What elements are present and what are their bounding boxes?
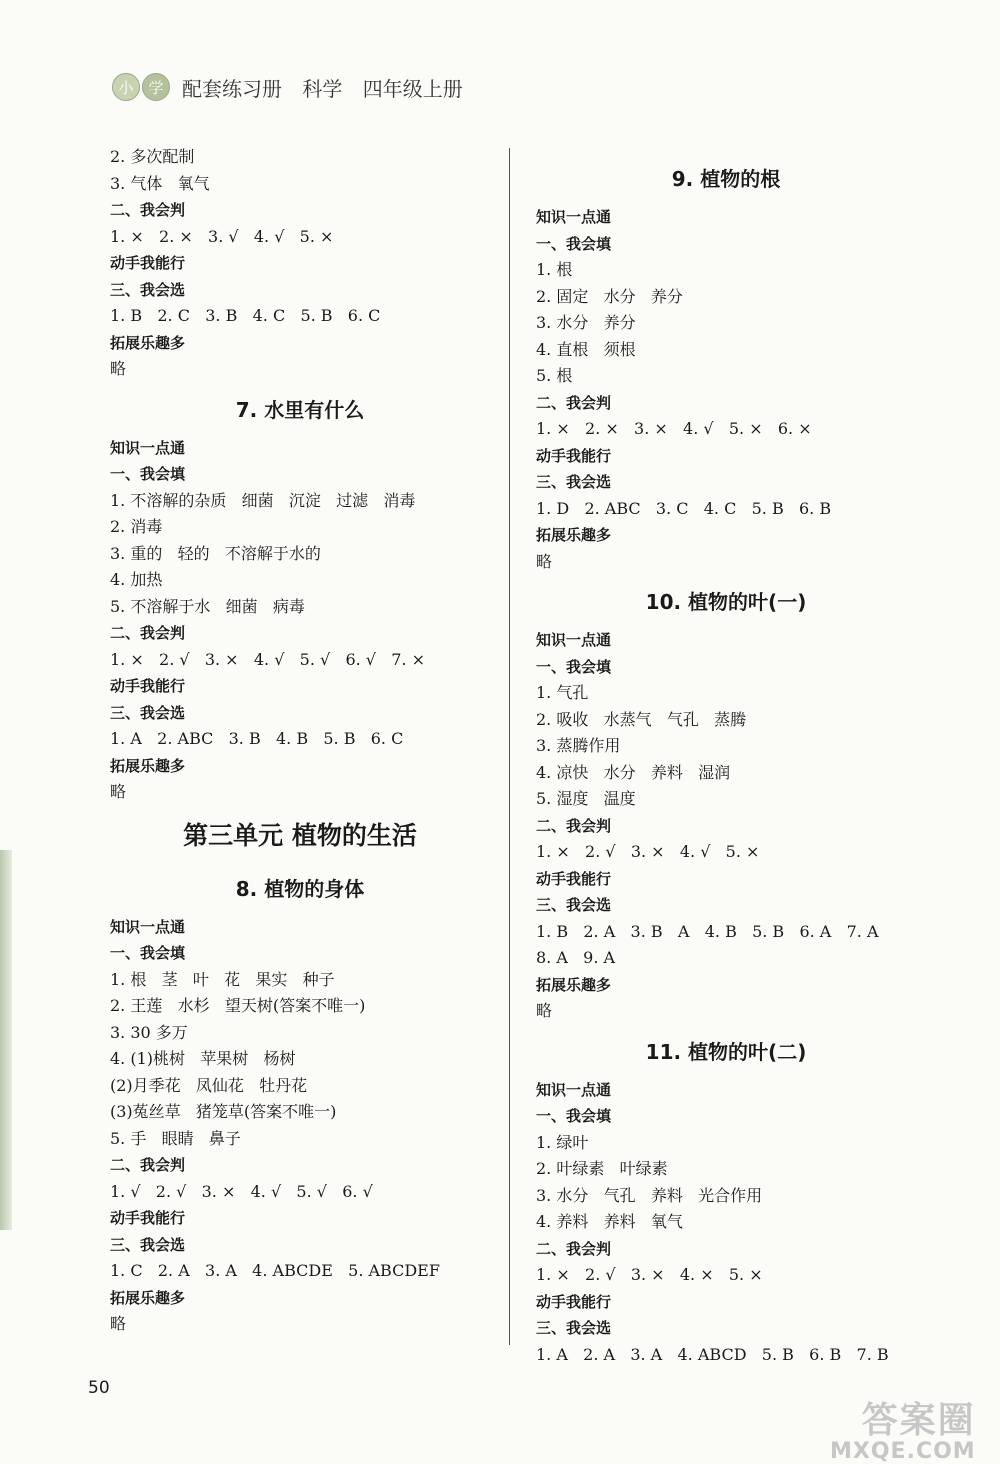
right-column xyxy=(536,152,916,1368)
subheading: 知识一点通 xyxy=(110,917,186,936)
answer-line: 2. 固定 水分 养分 xyxy=(536,286,683,306)
logo-char: 小 xyxy=(112,73,140,101)
subheading: 动手我能行 xyxy=(536,1292,612,1311)
section-title: 11. 植物的叶(二) xyxy=(645,1039,807,1064)
subheading: 三、我会选 xyxy=(110,280,186,299)
answer-line: 4. 凉快 水分 养料 湿润 xyxy=(536,762,731,782)
answer-line: 8. A 9. A xyxy=(536,948,616,967)
answer-line: 1. B 2. C 3. B 4. C 5. B 6. C xyxy=(110,306,381,325)
page-header xyxy=(112,70,463,104)
answer-line: 4. 养料 养料 氧气 xyxy=(536,1212,683,1231)
answer-line: 1. √ 2. √ 3. × 4. √ 5. √ 6. √ xyxy=(110,1181,373,1201)
watermark-logo xyxy=(830,1392,976,1464)
subheading: 知识一点通 xyxy=(110,438,186,457)
answer-line: 略 xyxy=(110,782,127,801)
logo-char: 学 xyxy=(142,73,170,101)
answer-line: 1. 根 xyxy=(536,260,573,279)
answer-line: 1. × 2. √ 3. × 4. √ 5. × xyxy=(536,842,760,861)
answer-line: 略 xyxy=(110,1314,127,1333)
subheading: 知识一点通 xyxy=(536,208,612,226)
unit-title: 第三单元 植物的生活 xyxy=(183,820,417,850)
subheading: 动手我能行 xyxy=(110,254,186,272)
page-edge-shadow xyxy=(0,850,12,1230)
subheading: 拓展乐趣多 xyxy=(110,1288,186,1307)
answer-line: 2. 叶绿素 叶绿素 xyxy=(536,1159,668,1178)
answer-line: 1. × 2. × 3. √ 4. √ 5. × xyxy=(110,226,334,246)
answer-line: 1. × 2. √ 3. × 4. √ 5. √ 6. √ 7. × xyxy=(110,649,426,669)
answer-line: 3. 水分 养分 xyxy=(536,313,636,332)
subheading: 一、我会填 xyxy=(536,1107,612,1125)
answer-line: (3)菟丝草 猪笼草(答案不唯一) xyxy=(110,1102,337,1121)
subheading: 动手我能行 xyxy=(536,869,612,888)
page-number: 50 xyxy=(88,1378,110,1398)
column-divider xyxy=(509,148,510,1345)
answer-line: 1. 气孔 xyxy=(536,683,589,702)
answer-line: 1. C 2. A 3. A 4. ABCDE 5. ABCDEF xyxy=(110,1261,440,1280)
section-title: 9. 植物的根 xyxy=(671,167,781,191)
subheading: 三、我会选 xyxy=(536,473,612,491)
subheading: 知识一点通 xyxy=(536,631,612,649)
section-title: 8. 植物的身体 xyxy=(235,876,365,901)
subheading: 二、我会判 xyxy=(110,624,186,642)
answer-line: 5. 湿度 温度 xyxy=(536,789,636,808)
subheading: 拓展乐趣多 xyxy=(110,333,186,352)
watermark-text: 答案圈 xyxy=(861,1400,976,1441)
section-title: 7. 水里有什么 xyxy=(235,397,365,422)
answer-line: 略 xyxy=(536,551,553,571)
left-column xyxy=(110,144,490,1338)
subheading: 一、我会填 xyxy=(536,657,612,676)
subheading: 一、我会填 xyxy=(536,234,612,253)
subheading: 一、我会填 xyxy=(110,465,186,483)
book-title: 配套练习册 科学 四年级上册 xyxy=(182,76,463,101)
answer-line: 5. 不溶解于水 细菌 病毒 xyxy=(110,596,305,616)
answer-line: 4. (1)桃树 苹果树 杨树 xyxy=(110,1049,296,1068)
series-logo xyxy=(112,73,172,101)
answer-line: 略 xyxy=(536,1001,553,1020)
answer-line: 3. 30 多万 xyxy=(110,1022,188,1042)
subheading: 知识一点通 xyxy=(536,1080,612,1099)
subheading: 二、我会判 xyxy=(110,201,186,219)
answer-line: 4. 加热 xyxy=(110,570,163,589)
answer-line: 1. A 2. ABC 3. B 4. B 5. B 6. C xyxy=(110,729,404,748)
answer-line: 2. 多次配制 xyxy=(110,147,195,166)
answer-line: 3. 蒸腾作用 xyxy=(536,736,621,755)
subheading: 三、我会选 xyxy=(110,1235,186,1254)
subheading: 三、我会选 xyxy=(536,896,612,914)
answer-line: 1. D 2. ABC 3. C 4. C 5. B 6. B xyxy=(536,498,832,518)
subheading: 动手我能行 xyxy=(110,1209,186,1227)
answer-line: 3. 气体 氧气 xyxy=(110,173,210,193)
subheading: 三、我会选 xyxy=(536,1319,612,1337)
subheading: 动手我能行 xyxy=(536,446,612,465)
answer-line: 1. × 2. √ 3. × 4. × 5. × xyxy=(536,1265,763,1284)
answer-line: 1. B 2. A 3. B A 4. B 5. B 6. A 7. A xyxy=(536,921,879,941)
answer-line: 略 xyxy=(110,359,127,378)
answer-line: 3. 水分 气孔 养料 光合作用 xyxy=(536,1185,763,1205)
answer-line: 2. 消毒 xyxy=(110,517,163,536)
watermark-url: MXQE.COM xyxy=(830,1439,976,1464)
answer-line: 5. 根 xyxy=(536,366,573,385)
subheading: 二、我会判 xyxy=(536,1239,612,1258)
subheading: 二、我会判 xyxy=(536,393,612,412)
answer-line: 1. 根 茎 叶 花 果实 种子 xyxy=(110,969,335,989)
answer-line: 1. A 2. A 3. A 4. ABCD 5. B 6. B 7. B xyxy=(536,1344,889,1364)
answer-line: 2. 王莲 水杉 望天树(答案不唯一) xyxy=(110,996,366,1015)
answer-line: 2. 吸收 水蒸气 气孔 蒸腾 xyxy=(536,709,747,729)
subheading: 拓展乐趣多 xyxy=(110,756,186,775)
answer-line: 4. 直根 须根 xyxy=(536,339,636,359)
answer-line: 5. 手 眼睛 鼻子 xyxy=(110,1128,241,1148)
answer-line: 1. 绿叶 xyxy=(536,1132,589,1152)
subheading: 二、我会判 xyxy=(536,816,612,835)
answer-line: 3. 重的 轻的 不溶解于水的 xyxy=(110,543,321,563)
answer-line: 1. 不溶解的杂质 细菌 沉淀 过滤 消毒 xyxy=(110,490,416,510)
subheading: 动手我能行 xyxy=(110,677,186,695)
answer-line: (2)月季花 凤仙花 牡丹花 xyxy=(110,1075,308,1095)
subheading: 二、我会判 xyxy=(110,1156,186,1174)
subheading: 拓展乐趣多 xyxy=(536,975,612,994)
subheading: 拓展乐趣多 xyxy=(536,526,612,544)
section-title: 10. 植物的叶(一) xyxy=(645,590,807,614)
subheading: 一、我会填 xyxy=(110,944,186,962)
subheading: 三、我会选 xyxy=(110,703,186,722)
answer-line: 1. × 2. × 3. × 4. √ 5. × 6. × xyxy=(536,419,812,438)
